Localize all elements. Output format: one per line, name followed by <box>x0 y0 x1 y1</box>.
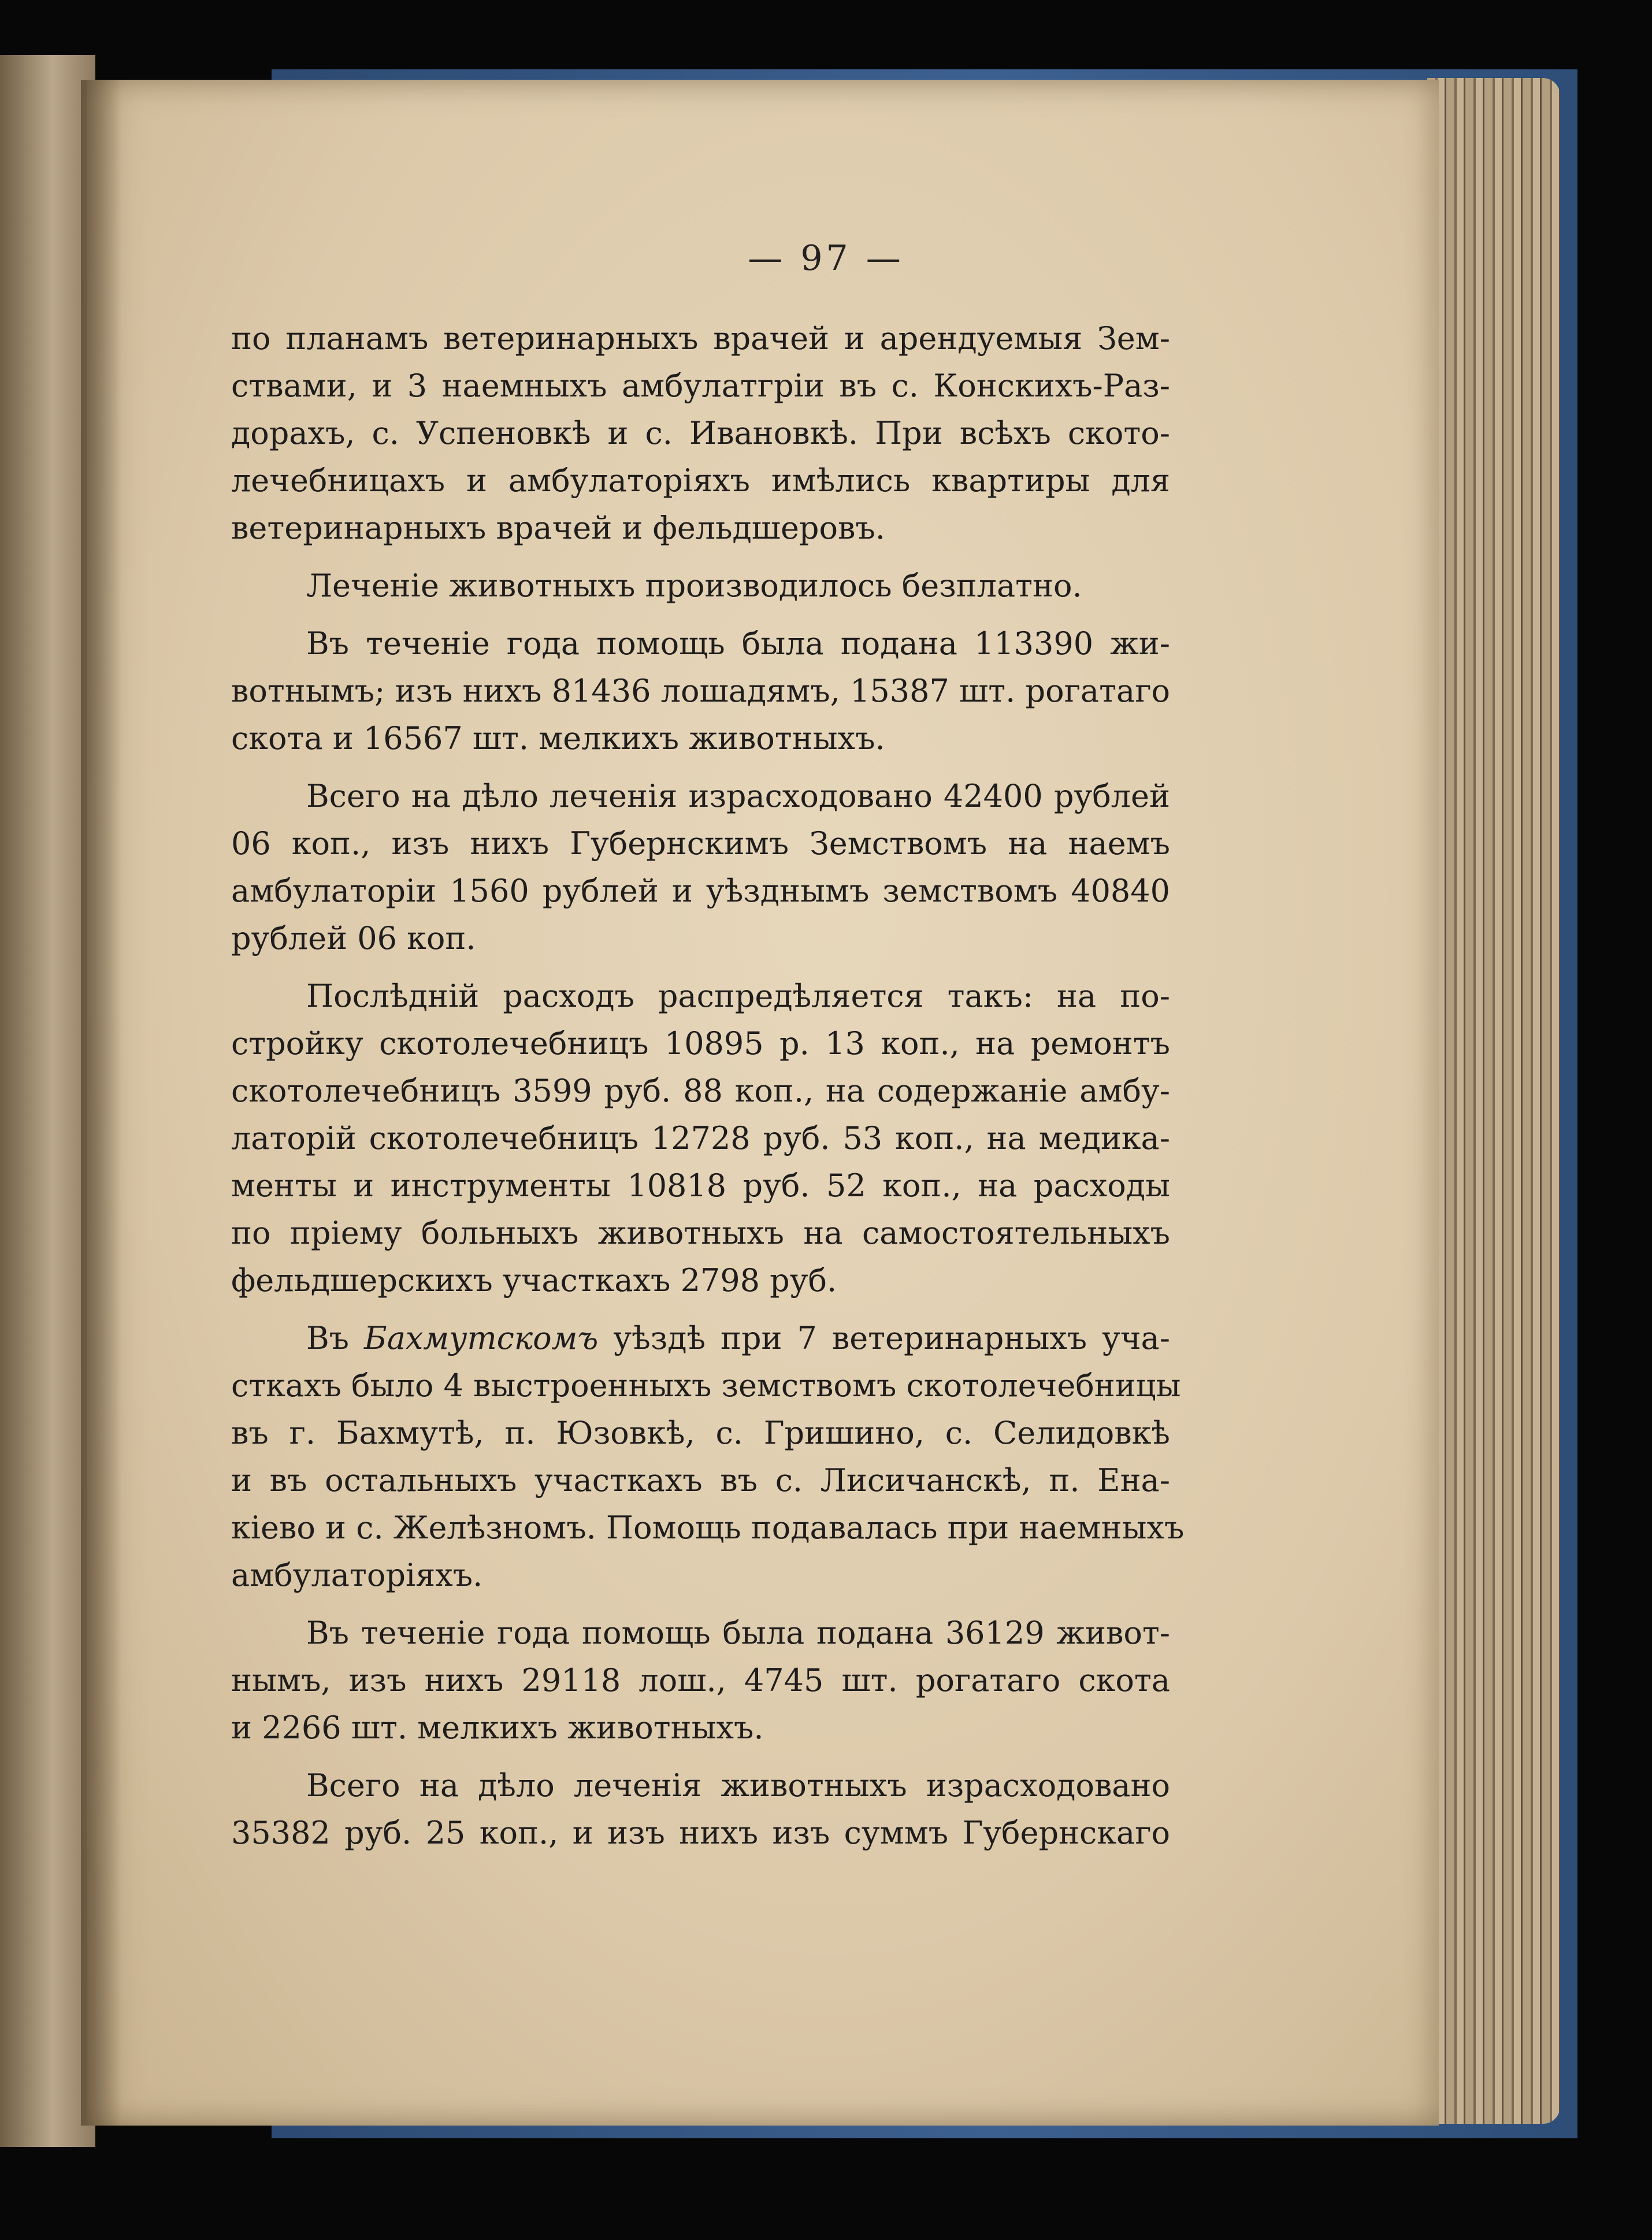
text-line: 35382 руб. 25 коп., и изъ нихъ изъ суммъ Губернскаго <box>231 1815 1170 1851</box>
text-line: дорахъ, с. Успеновкѣ и с. Ивановкѣ. При всѣхъ ското- <box>231 415 1170 451</box>
text-line: фельдшерскихъ участкахъ 2798 руб. <box>231 1262 837 1299</box>
text-line: кіево и с. Желѣзномъ. Помощь подавалась при наемныхъ <box>231 1510 1185 1546</box>
text-line: лечебницахъ и амбулаторіяхъ имѣлись квартиры для <box>231 462 1170 499</box>
text-run: уѣздѣ при 7 ветеринарныхъ уча- <box>613 1320 1170 1356</box>
paragraph <box>231 315 1170 552</box>
text-line: 06 коп., изъ нихъ Губернскимъ Земствомъ на наемъ <box>231 825 1170 862</box>
text-line: латорій скотолечебницъ 12728 руб. 53 коп., на медика- <box>231 1120 1170 1156</box>
paragraph <box>231 562 1170 610</box>
text-run: Въ <box>306 1320 365 1356</box>
text-line: скотолечебницъ 3599 руб. 88 коп., на содержаніе амбу- <box>231 1073 1170 1109</box>
page-fore-edge <box>1427 78 1560 2124</box>
page-number: — 97 — <box>748 238 904 279</box>
text-line: въ г. Бахмутѣ, п. Юзовкѣ, с. Гришино, с. Селидовкѣ <box>231 1415 1170 1451</box>
text-line: стройку скотолечебницъ 10895 р. 13 коп., на ремонтъ <box>231 1025 1170 1062</box>
paragraph <box>231 1315 1185 1599</box>
text-line: амбулаторіи 1560 рублей и уѣзднымъ земствомъ 40840 <box>231 873 1170 909</box>
district-name: Бахмутскомъ <box>364 1320 599 1356</box>
paragraph <box>231 773 1170 962</box>
text-line: ветеринарныхъ врачей и фельдшеровъ. <box>231 510 885 546</box>
text-line: нымъ, изъ нихъ 29118 лош., 4745 шт. рогатаго скота <box>231 1662 1170 1698</box>
text-line: Въ теченіе года помощь была подана 36129 живот- <box>306 1615 1170 1651</box>
text-line: рублей 06 коп. <box>231 920 476 956</box>
text-line: и въ остальныхъ участкахъ въ с. Лисичанскѣ, п. Ена- <box>231 1462 1170 1499</box>
text-line: амбулаторіяхъ. <box>231 1557 483 1593</box>
text-line: Въ теченіе года помощь была подана 113390 жи- <box>306 625 1170 662</box>
paragraph <box>231 1762 1170 1857</box>
text-line: по пріему больныхъ животныхъ на самостоятельныхъ <box>231 1215 1170 1251</box>
paragraph <box>231 973 1170 1304</box>
text-line: и 2266 шт. мелкихъ животныхъ. <box>231 1709 764 1746</box>
body-text <box>231 315 1185 1857</box>
text-line: ствами, и 3 наемныхъ амбулатгріи въ с. Конскихъ-Раз- <box>231 368 1170 404</box>
paragraph <box>231 620 1170 762</box>
text-line: сткахъ было 4 выстроенныхъ земствомъ скотолечебницы <box>231 1367 1181 1404</box>
text-line: Всего на дѣло леченія животныхъ израсходовано <box>306 1767 1170 1804</box>
text-line: по планамъ ветеринарныхъ врачей и арендуемыя Зем- <box>231 320 1170 357</box>
text-line: вотнымъ; изъ нихъ 81436 лошадямъ, 15387 шт. рогатаго <box>231 673 1170 709</box>
text-line: Послѣдній расходъ распредѣляется такъ: на по- <box>306 978 1170 1014</box>
text-line <box>231 1315 1170 1362</box>
text-line: скота и 16567 шт. мелкихъ животныхъ. <box>231 720 885 756</box>
text-line: менты и инструменты 10818 руб. 52 коп., на расходы <box>231 1167 1170 1204</box>
text-line: Всего на дѣло леченія израсходовано 42400 рублей <box>306 778 1170 814</box>
gutter-shadow <box>81 80 121 2126</box>
text-line: Леченіе животныхъ производилось безплатно. <box>306 568 1082 604</box>
paragraph <box>231 1609 1170 1752</box>
